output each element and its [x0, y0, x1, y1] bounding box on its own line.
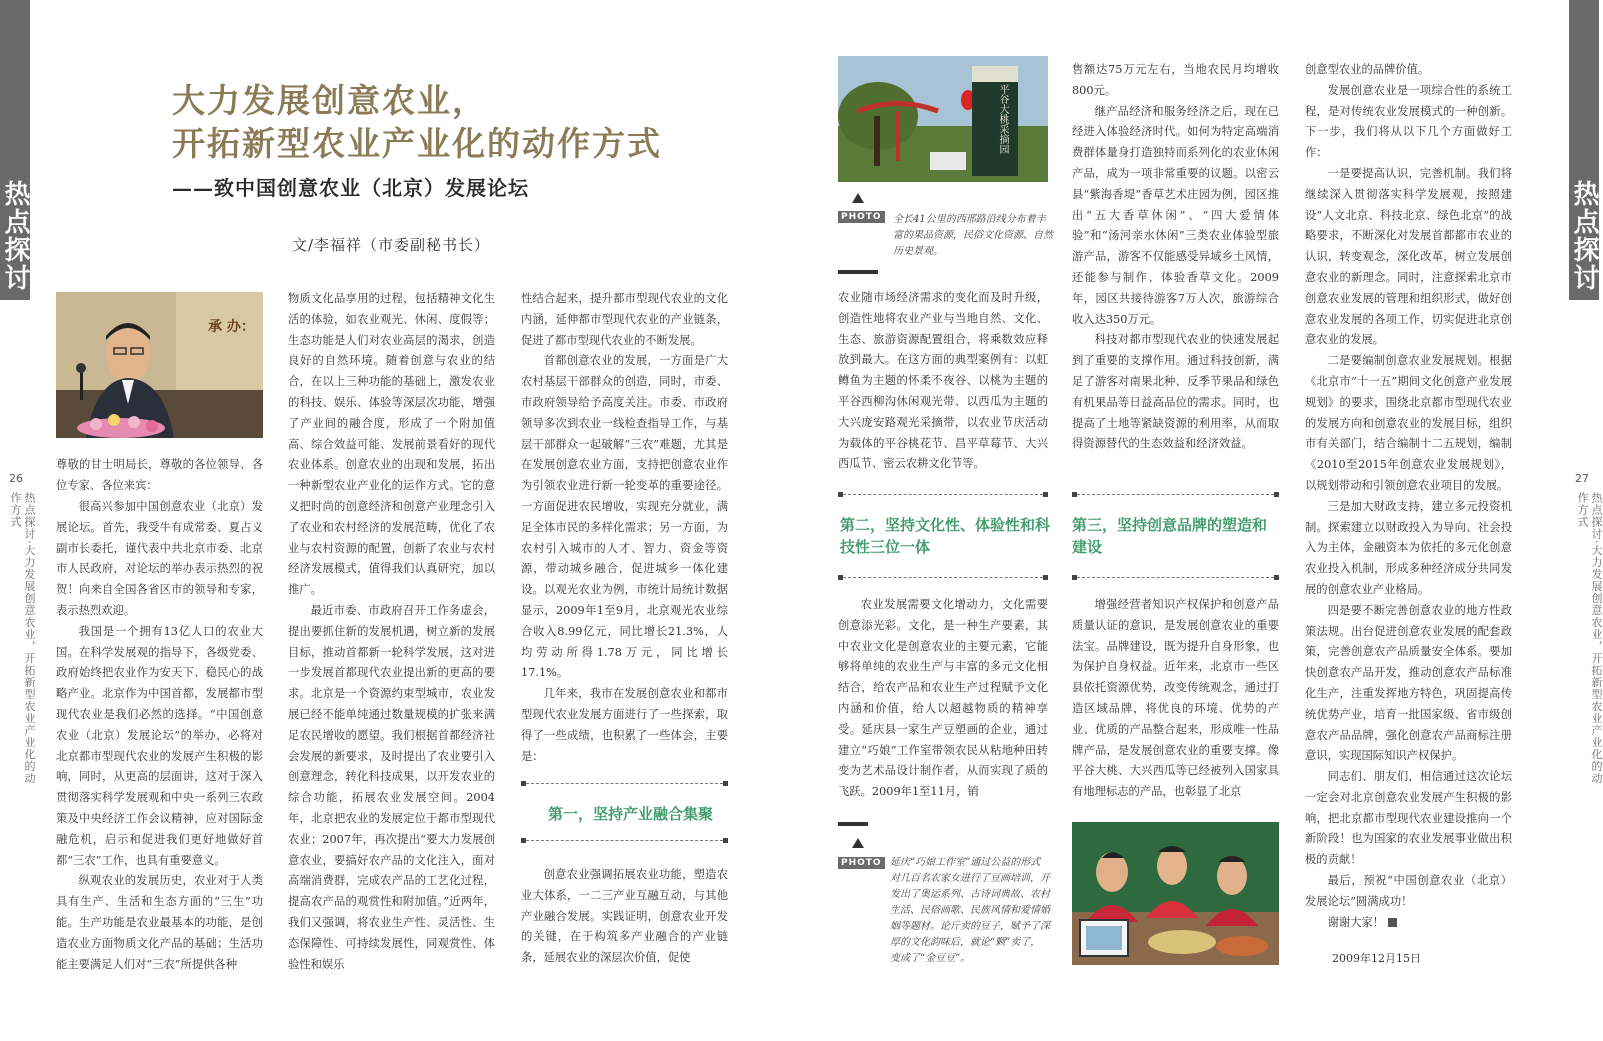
photo2-caption-bar — [838, 822, 868, 826]
column-1-paragraph: 很高兴参加中国创意农业（北京）发展论坛。首先，我受牛有成常委、夏占义副市长委托，谨代表中共北京市委、北京市人民政府，对论坛的举办表示热烈的祝贺！向来自全国各省区市的领导和专家，表示热烈欢迎。 — [56, 500, 263, 617]
column-2 — [288, 289, 495, 975]
photo1-badge: PHOTO — [838, 211, 885, 223]
column-1-paragraph: 我国是一个拥有13亿人口的农业大国。在科学发展观的指导下，各级党委、政府始终把农业作为安天下、稳民心的战略产业。北京作为中国首都，发展都市型现代农业是我们必然的选择。“中国创意农业（北京）发展论坛”的举办，必将对北京都市型现代农业的发展产生积极的影响，同时，从更高的层面讲，这对于深入贯彻落实科学发展观和中央一系列三农政策及中央经济工作会议精神，应对国际金融危机，启示和促进我们更好地做好首都“三农”工作，也具有重要意义。 — [56, 624, 263, 867]
column-3-top — [521, 289, 728, 767]
column-6-paragraph: 二是要编制创意农业发展规划。根据《北京市“十一五”期间文化创意产业发展规划》的要求，围绕北京都市型现代农业的发展方向和创意农业的发展目标，组织市有关部门，结合编制十二五规划，编制《2010至2015年创意农业发展规划》，以规划带动和引领创意农业项目的发展。 — [1305, 354, 1512, 492]
column-6-paragraph-closing — [1305, 913, 1512, 934]
column-6-paragraph: 最后，预祝“中国创意农业（北京）发展论坛”圆满成功！ — [1305, 874, 1512, 908]
column-6 — [1305, 60, 1512, 933]
left-section-tab-label: 热点探讨 — [0, 180, 30, 292]
orchard-sign-illustration — [838, 56, 1048, 182]
column-5-paragraph: 继产品经济和服务经济之后，现在已经进入体验经济时代。如何为特定高端消费群体量身打造独特而系列化的农业休闲产品，成为一项非常重要的议题。以密云县“紫海香堤”香草艺术庄园为例，园区推出“五大香草休闲”、“四大爱情体验”和“汤河亲水休闲”三类农业体验型旅游产品，游客不仅能感受异域乡土风情，还能参与制作、体验香草文化。2009年，园区共接待游客7万人次，旅游综合收入达350万元。 — [1072, 104, 1279, 326]
left-page-number: 26 — [9, 472, 23, 485]
photo1-caption-bar — [838, 270, 878, 274]
heading-rule-top — [521, 783, 728, 785]
photo1-caption: 全长41公里的西邢路沿线分布着丰富的果品资源，民俗文化资源、自然历史景观。 — [893, 214, 1053, 257]
author-photo — [56, 292, 263, 438]
sign-text: 平谷大桃采摘园 — [997, 84, 1008, 154]
column-5-bottom — [1072, 595, 1279, 803]
end-mark-icon — [1388, 918, 1397, 927]
photo2-triangle-marker — [852, 838, 864, 848]
photo-bean-art-workshop — [1072, 822, 1279, 965]
column-1 — [56, 497, 263, 975]
photo2-badge: PHOTO — [838, 857, 885, 869]
column-3-paragraph: 几年来，我市在发展创意农业和都市型现代农业发展方面进行了一些探索，取得了一些成绩，也积累了一些体会，主要是： — [521, 687, 728, 763]
column-2-paragraph: 物质文化品享用的过程，包括精神文化生活的体验，如农业观光、休闲、度假等；生态功能是人们对农业高层的渴求，创造良好的自然环境。随着创意与农业的结合，在以上三种功能的基础上，激发农业的科技、娱乐、体验等深层次功能，增强了产业间的融合度，形成了一个附加值高、综合效益可能、发展前景看好的现代农业体系。创意农业的出现和发展，拓出一种新型农业产业化的运作方式。它的意义把时尚的创意经济和创意产业理念引入了农业和农村经济的发展范畴，优化了农业与农村资源的配置，创新了农业与农村经济发展模式，值得我们认真研究，加以推广。 — [288, 292, 495, 597]
column-6-paragraph: 一是要提高认识，完善机制。我们将继续深入贯彻落实科学发展观，按照建设“人文北京、科技北京、绿色北京”的战略要求，不断深化对发展首都都市农业的认识，转变观念，深化改革，树立发展创意农业的新理念。同时，注意探索北京市创意农业发展的管理和组织形式，做好创意农业发展的各项工作，切实促进北京创意农业的发展。 — [1305, 166, 1512, 347]
right-section-tab-label: 热点探讨 — [1569, 180, 1599, 292]
right-page-number: 27 — [1575, 472, 1589, 485]
right-running-head: 热点探讨·大力发展创意农业，开拓新型农业产业化的动作方式 — [1576, 492, 1603, 785]
closing-thanks: 谢谢大家！ — [1327, 915, 1385, 929]
left-running-head: 热点探讨·大力发展创意农业，开拓新型农业产业化的动作方式 — [9, 492, 36, 785]
heading-rule-bottom — [521, 840, 728, 842]
column-3-bottom — [521, 865, 728, 969]
article-title-line2: 开拓新型农业产业化的动作方式 — [172, 124, 662, 163]
column-3-paragraph: 首都创意农业的发展，一方面是广大农村基层干部群众的创造，同时，市委、市政府领导给予高度关注。市委、市政府领导多次到农业一线检查指导工作，与基层干部群众一起破解“三农”难题，尤其是在发展创意农业方面，支持把创意农业作为引领农业进行新一轮变革的重要途径。一方面促进农民增收，实现充分就业，满足全体市民的多样化需求；另一方面，为农村引入城市的人才、智力、资金等资源，带动城乡融合，促进城乡一体化建设。以观光农业为例，市统计局统计数据显示，2009年1至9月，北京观光农业综合收入8.99亿元，同比增长21.3%，人均劳动所得1.78万元，同比增长17.1%。 — [521, 354, 728, 680]
column-1-paragraph: 纵观农业的发展历史，农业对于人类具有生产、生活和生态方面的“三生”功能。生产功能是农业最基本的功能，是创造农业方面物质文化产品的基础；生活功能主要满足人们对“三农”所提供各种 — [56, 874, 263, 971]
column-6-paragraph: 四是要不断完善创意农业的地方性政策法规。出台促进创意农业发展的配套政策，完善创意农产品质量安全体系。要加快创意农产品开发，推动创意农产品标准化生产，注重发挥地方特色，巩固提高传统优势产业，培育一批国家级、省市级创意农产品品牌，强化创意农产品商标注册意识，实现国际知识产权保护。 — [1305, 603, 1512, 763]
column-5-top — [1072, 60, 1279, 455]
column-3-paragraph: 创意农业强调拓展农业功能，塑造农业大体系，一二三产业互融互动，与其他产业融合发展。实践证明，创意农业开发的关键，在于构筑多产业融合的产业链条，延展农业的深层次价值，促使 — [521, 868, 728, 965]
article-subtitle: ——致中国创意农业（北京）发展论坛 — [172, 176, 529, 200]
column-4-top — [838, 288, 1048, 475]
heading3-rule-bottom — [1072, 577, 1279, 579]
article-byline: 文/李福祥（市委副秘书长） — [292, 236, 491, 254]
column-5-paragraph: 增强经营者知识产权保护和创意产品质量认证的意识，是发展创意农业的重要法宝。品牌建设，既为提升自身形象，也为保护自身权益。近年来，北京市一些区县依托资源优势，改变传统观念，通过打造区域品牌，将优良的环境、优势的产业、优质的产品整合起来，形成唯一性品牌产品，是发展创意农业的重要支撑。像平谷大桃、大兴西瓜等已经被列入国家具有地理标志的产品，也彰显了北京 — [1072, 598, 1279, 799]
article-date: 2009年12月15日 — [1332, 952, 1421, 965]
article-title-line1: 大力发展创意农业， — [172, 81, 487, 120]
column-6-paragraph: 三是加大财政支持，建立多元投资机制。探索建立以财政投入为导向、社会投入为主体，金融资本为依托的多元化创意农业投入机制，形成多种经济成分共同发展的创意农业产业格局。 — [1305, 499, 1512, 596]
column-4-paragraph: 农业发展需要文化增动力，文化需要创意添光彩。文化，是一种生产要素，其中农业文化是创意农业的主要元素，它能够将单纯的农业生产与丰富的多元文化相结合，给农产品和农业生产过程赋予文化内涵和价值，给人以超越物质的精神享受。延庆县一家生产豆塑画的企业，通过建立“巧娘”工作室带领农民从粘地种田转变为艺术品设计制作者，从而实现了质的飞跃。2009年1至11月，销 — [838, 598, 1048, 799]
photo2-caption: 延庆“巧娘工作室”通过公益的形式对几百名农家女进行了豆画培训，开发出了奥运系列、古诗词典故、农村生活、民俗画歌、民族风情和爱情婚姻等题材。论斤卖的豆子，赋予了深厚的文化韵味后，就论“颗”卖了，变成了“金豆豆”。 — [890, 857, 1050, 964]
heading2-rule-bottom — [838, 577, 1048, 579]
column-2-paragraph: 最近市委、市政府召开工作务虚会，提出要抓住新的发展机遇，树立新的发展目标，推动首都新一轮科学发展，这对进一步发展首都现代农业提出新的更高的要求。北京是一个资源约束型城市，农业发展已经不能单纯通过数量规模的扩张来满足农民增收的愿望。我们根据首都经济社会发展的新要求，及时提出了农业要引入创意理念，转化科技成果，以开发农业的综合功能，拓展农业发展空间。2004年，北京把农业的发展定位于都市型现代农业；2007年，再次提出“要大力发展创意农业，要搞好农产品的文化注入，面对高端消费群，完成农产品的工艺化过程，提高农产品的观赏性和附加值。”近两年，我们又强调，将农业生产性、灵活性、生态保障性、可持续发展性，同观赏性、体验性和娱乐 — [288, 603, 495, 971]
column-6-paragraph: 同志们、朋友们，相信通过这次论坛一定会对北京创意农业发展产生积极的影响，把北京都市型现代农业建设推向一个新阶段！也为国家的农业发展事业做出积极的贡献！ — [1305, 770, 1512, 867]
section-heading-3: 第三，坚持创意品牌的塑造和建设 — [1072, 516, 1268, 556]
section-heading-2: 第二，坚持文化性、体验性和科技性三位一体 — [840, 516, 1051, 556]
heading2-rule-top — [838, 494, 1048, 496]
column-6-paragraph: 创意型农业的品牌价值。 — [1305, 63, 1430, 76]
column-6-paragraph: 发展创意农业是一项综合性的系统工程，是对传统农业发展模式的一种创新。下一步，我们将从以下几个方面做好工作： — [1305, 83, 1512, 160]
column-4-paragraph: 农业随市场经济需求的变化而及时升级，创造性地将农业产业与当地自然、文化、生态、旅游资源配置组合，将乘数效应释放到最大。在这方面的典型案例有：以虹鳟鱼为主题的怀柔不夜谷、以桃为主题的平谷西柳沟休闲观光带、以西瓜为主题的大兴庞安路观光采摘带，以农业节庆活动为载体的平谷桃花节、昌平草莓节、大兴西瓜节、密云农耕文化节等。 — [838, 291, 1048, 471]
author-photo-illustration — [56, 292, 263, 438]
column-1-first — [56, 455, 263, 497]
column-5-paragraph: 售额达75万元左右，当地农民月均增收800元。 — [1072, 63, 1279, 97]
photo1-triangle-marker — [852, 193, 864, 203]
banner-text: 承 办： — [208, 319, 255, 335]
column-1-paragraph: 尊敬的甘士明局长，尊敬的各位领导、各位专家、各位来宾： — [56, 458, 263, 492]
column-4-bottom — [838, 595, 1048, 803]
section-heading-1: 第一，坚持产业融合集聚 — [548, 805, 714, 823]
column-5-paragraph: 科技对都市型现代农业的快速发展起到了重要的支撑作用。通过科技创新，满足了游客对南果北种、反季节果品和绿色有机果品等日益高品位的需求。同时，也提高了土地等紧缺资源的利用率，从而取得资源替代的生态效益和经济效益。 — [1072, 333, 1279, 451]
heading3-rule-top — [1072, 494, 1279, 496]
photo-orchard-sign — [838, 56, 1048, 182]
column-3-paragraph: 性结合起来，提升都市型现代农业的文化内涵，延伸都市型现代农业的产业链条，促进了都市型现代农业的不断发展。 — [521, 292, 728, 347]
bean-art-illustration — [1072, 822, 1279, 965]
